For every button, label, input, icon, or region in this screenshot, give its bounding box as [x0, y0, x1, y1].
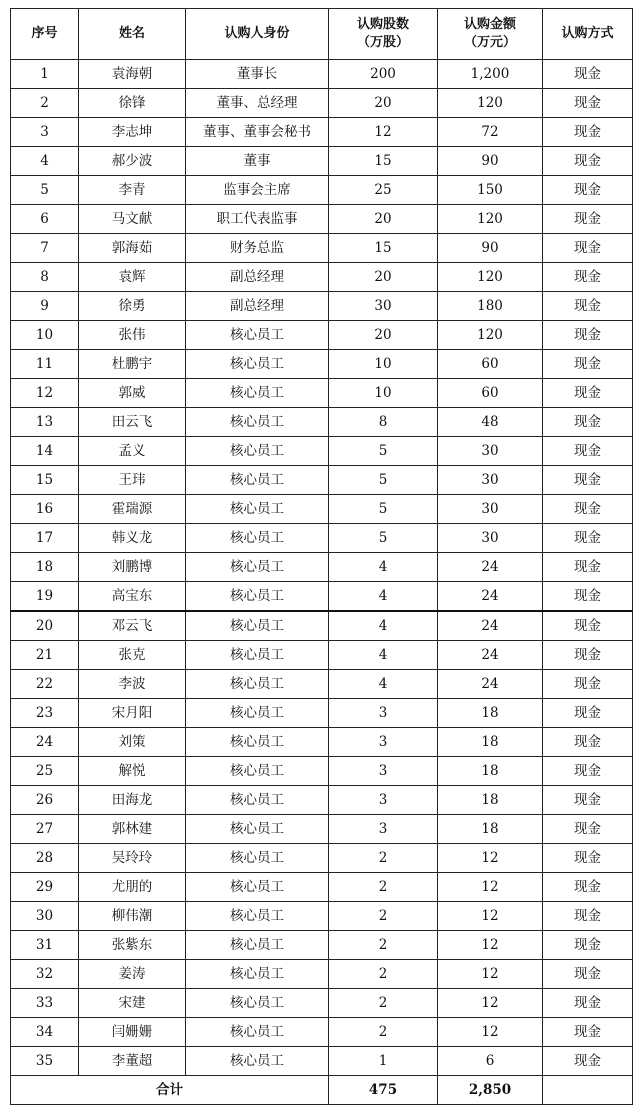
cell-shares: 20: [329, 321, 438, 350]
cell-no: 34: [11, 1018, 79, 1047]
cell-no: 19: [11, 582, 79, 612]
table-row: [11, 641, 633, 670]
cell-shares: 1: [329, 1047, 438, 1076]
cell-amount: 1,200: [438, 60, 543, 89]
cell-method: 现金: [543, 234, 633, 263]
table-row: [11, 292, 633, 321]
cell-identity: 核心员工: [186, 611, 329, 641]
cell-shares: 30: [329, 292, 438, 321]
cell-method: 现金: [543, 524, 633, 553]
cell-no: 32: [11, 960, 79, 989]
cell-method: 现金: [543, 960, 633, 989]
cell-shares: 20: [329, 205, 438, 234]
cell-no: 4: [11, 147, 79, 176]
cell-no: 9: [11, 292, 79, 321]
cell-amount: 18: [438, 786, 543, 815]
cell-shares: 4: [329, 582, 438, 612]
cell-method: 现金: [543, 582, 633, 612]
cell-shares: 5: [329, 466, 438, 495]
cell-name: 李董超: [79, 1047, 186, 1076]
cell-method: 现金: [543, 118, 633, 147]
cell-method: 现金: [543, 931, 633, 960]
header-no: 序号: [11, 9, 79, 60]
cell-identity: 核心员工: [186, 582, 329, 612]
cell-shares: 2: [329, 844, 438, 873]
cell-name: 张紫东: [79, 931, 186, 960]
cell-identity: 核心员工: [186, 699, 329, 728]
cell-amount: 120: [438, 89, 543, 118]
cell-method: 现金: [543, 437, 633, 466]
cell-no: 2: [11, 89, 79, 118]
subscription-table: [10, 8, 633, 1105]
table-row: [11, 902, 633, 931]
cell-shares: 15: [329, 234, 438, 263]
cell-amount: 120: [438, 263, 543, 292]
cell-method: 现金: [543, 379, 633, 408]
cell-method: 现金: [543, 466, 633, 495]
table-row: [11, 176, 633, 205]
table-row: [11, 728, 633, 757]
cell-name: 姜涛: [79, 960, 186, 989]
table-row: [11, 524, 633, 553]
cell-name: 郭威: [79, 379, 186, 408]
cell-shares: 8: [329, 408, 438, 437]
cell-no: 6: [11, 205, 79, 234]
header-row: [11, 9, 633, 60]
cell-amount: 120: [438, 321, 543, 350]
cell-no: 7: [11, 234, 79, 263]
cell-no: 16: [11, 495, 79, 524]
cell-name: 李青: [79, 176, 186, 205]
cell-shares: 4: [329, 553, 438, 582]
cell-name: 徐勇: [79, 292, 186, 321]
cell-amount: 18: [438, 757, 543, 786]
cell-no: 23: [11, 699, 79, 728]
cell-amount: 90: [438, 234, 543, 263]
cell-name: 高宝东: [79, 582, 186, 612]
cell-shares: 4: [329, 641, 438, 670]
table-row: [11, 234, 633, 263]
cell-method: 现金: [543, 263, 633, 292]
cell-amount: 48: [438, 408, 543, 437]
cell-method: 现金: [543, 844, 633, 873]
cell-amount: 180: [438, 292, 543, 321]
cell-shares: 4: [329, 611, 438, 641]
cell-method: 现金: [543, 321, 633, 350]
cell-identity: 核心员工: [186, 437, 329, 466]
cell-method: 现金: [543, 641, 633, 670]
cell-identity: 核心员工: [186, 408, 329, 437]
cell-name: 王玮: [79, 466, 186, 495]
cell-shares: 4: [329, 670, 438, 699]
cell-name: 刘策: [79, 728, 186, 757]
cell-amount: 30: [438, 437, 543, 466]
cell-no: 11: [11, 350, 79, 379]
cell-no: 1: [11, 60, 79, 89]
cell-identity: 核心员工: [186, 466, 329, 495]
cell-name: 吴玲玲: [79, 844, 186, 873]
cell-amount: 72: [438, 118, 543, 147]
table-row: [11, 989, 633, 1018]
cell-shares: 2: [329, 960, 438, 989]
table-row: [11, 205, 633, 234]
table-row: [11, 60, 633, 89]
cell-name: 郭林建: [79, 815, 186, 844]
cell-method: 现金: [543, 1018, 633, 1047]
cell-no: 29: [11, 873, 79, 902]
header-name: 姓名: [79, 9, 186, 60]
cell-no: 15: [11, 466, 79, 495]
cell-name: 解悦: [79, 757, 186, 786]
cell-amount: 150: [438, 176, 543, 205]
cell-name: 柳伟潮: [79, 902, 186, 931]
table-row: [11, 699, 633, 728]
table-body: [11, 60, 633, 1076]
cell-identity: 核心员工: [186, 641, 329, 670]
cell-amount: 12: [438, 989, 543, 1018]
cell-identity: 核心员工: [186, 379, 329, 408]
cell-name: 张克: [79, 641, 186, 670]
cell-method: 现金: [543, 611, 633, 641]
cell-amount: 60: [438, 350, 543, 379]
cell-no: 13: [11, 408, 79, 437]
table-row: [11, 844, 633, 873]
cell-method: 现金: [543, 292, 633, 321]
cell-no: 5: [11, 176, 79, 205]
cell-amount: 12: [438, 844, 543, 873]
cell-name: 田云飞: [79, 408, 186, 437]
cell-amount: 18: [438, 699, 543, 728]
cell-identity: 核心员工: [186, 1018, 329, 1047]
cell-shares: 2: [329, 1018, 438, 1047]
cell-no: 28: [11, 844, 79, 873]
table-footer: [11, 1076, 633, 1105]
cell-no: 25: [11, 757, 79, 786]
cell-method: 现金: [543, 408, 633, 437]
cell-shares: 2: [329, 902, 438, 931]
cell-identity: 核心员工: [186, 670, 329, 699]
cell-identity: 董事长: [186, 60, 329, 89]
table-row: [11, 350, 633, 379]
table-row: [11, 757, 633, 786]
table-row: [11, 873, 633, 902]
table-row: [11, 815, 633, 844]
header-identity: 认购人身份: [186, 9, 329, 60]
cell-shares: 15: [329, 147, 438, 176]
cell-name: 张伟: [79, 321, 186, 350]
cell-name: 韩义龙: [79, 524, 186, 553]
cell-method: 现金: [543, 553, 633, 582]
cell-no: 30: [11, 902, 79, 931]
cell-identity: 监事会主席: [186, 176, 329, 205]
cell-amount: 24: [438, 553, 543, 582]
cell-method: 现金: [543, 205, 633, 234]
cell-amount: 12: [438, 902, 543, 931]
cell-method: 现金: [543, 728, 633, 757]
table-header: [11, 9, 633, 60]
cell-identity: 核心员工: [186, 728, 329, 757]
cell-name: 袁辉: [79, 263, 186, 292]
header-amount-line1: 认购金额: [463, 17, 516, 32]
cell-no: 31: [11, 931, 79, 960]
cell-name: 李波: [79, 670, 186, 699]
cell-no: 24: [11, 728, 79, 757]
cell-method: 现金: [543, 873, 633, 902]
table-row: [11, 147, 633, 176]
cell-shares: 200: [329, 60, 438, 89]
cell-no: 14: [11, 437, 79, 466]
cell-amount: 18: [438, 815, 543, 844]
cell-identity: 董事、董事会秘书: [186, 118, 329, 147]
cell-identity: 核心员工: [186, 844, 329, 873]
cell-name: 杜鹏宇: [79, 350, 186, 379]
cell-method: 现金: [543, 176, 633, 205]
cell-shares: 10: [329, 379, 438, 408]
cell-amount: 12: [438, 931, 543, 960]
cell-no: 33: [11, 989, 79, 1018]
cell-amount: 60: [438, 379, 543, 408]
cell-method: 现金: [543, 902, 633, 931]
table-row: [11, 931, 633, 960]
cell-amount: 12: [438, 960, 543, 989]
cell-identity: 核心员工: [186, 757, 329, 786]
cell-shares: 2: [329, 989, 438, 1018]
table-row: [11, 89, 633, 118]
total-amount: 2,850: [438, 1076, 543, 1105]
table-row: [11, 611, 633, 641]
header-shares-line1: 认购股数: [356, 17, 409, 32]
cell-method: 现金: [543, 89, 633, 118]
table-row: [11, 495, 633, 524]
cell-amount: 24: [438, 641, 543, 670]
table-row: [11, 379, 633, 408]
cell-identity: 核心员工: [186, 931, 329, 960]
cell-no: 17: [11, 524, 79, 553]
header-amount: [438, 9, 543, 60]
cell-amount: 6: [438, 1047, 543, 1076]
cell-name: 郭海茹: [79, 234, 186, 263]
cell-name: 邓云飞: [79, 611, 186, 641]
table-row: [11, 1047, 633, 1076]
total-label: 合计: [11, 1076, 329, 1105]
table-row: [11, 670, 633, 699]
cell-amount: 120: [438, 205, 543, 234]
cell-identity: 核心员工: [186, 350, 329, 379]
cell-name: 郝少波: [79, 147, 186, 176]
cell-no: 22: [11, 670, 79, 699]
header-amount-line2: （万元）: [463, 35, 516, 50]
cell-method: 现金: [543, 147, 633, 176]
cell-method: 现金: [543, 670, 633, 699]
cell-identity: 核心员工: [186, 873, 329, 902]
cell-amount: 24: [438, 611, 543, 641]
cell-no: 26: [11, 786, 79, 815]
cell-identity: 核心员工: [186, 786, 329, 815]
cell-method: 现金: [543, 699, 633, 728]
cell-no: 20: [11, 611, 79, 641]
cell-name: 霍瑞源: [79, 495, 186, 524]
cell-name: 刘鹏博: [79, 553, 186, 582]
cell-no: 27: [11, 815, 79, 844]
cell-amount: 30: [438, 495, 543, 524]
cell-amount: 90: [438, 147, 543, 176]
cell-method: 现金: [543, 1047, 633, 1076]
cell-no: 21: [11, 641, 79, 670]
cell-method: 现金: [543, 495, 633, 524]
cell-shares: 3: [329, 728, 438, 757]
cell-name: 宋建: [79, 989, 186, 1018]
cell-identity: 董事、总经理: [186, 89, 329, 118]
cell-method: 现金: [543, 815, 633, 844]
cell-amount: 30: [438, 524, 543, 553]
cell-name: 尤朋的: [79, 873, 186, 902]
total-row: [11, 1076, 633, 1105]
cell-identity: 职工代表监事: [186, 205, 329, 234]
table-row: [11, 553, 633, 582]
cell-no: 35: [11, 1047, 79, 1076]
cell-method: 现金: [543, 989, 633, 1018]
table-row: [11, 1018, 633, 1047]
cell-amount: 12: [438, 873, 543, 902]
cell-name: 李志坤: [79, 118, 186, 147]
cell-method: 现金: [543, 350, 633, 379]
table-row: [11, 408, 633, 437]
table-row: [11, 786, 633, 815]
cell-identity: 核心员工: [186, 1047, 329, 1076]
cell-identity: 副总经理: [186, 263, 329, 292]
table-row: [11, 321, 633, 350]
cell-name: 孟义: [79, 437, 186, 466]
cell-shares: 2: [329, 873, 438, 902]
cell-identity: 核心员工: [186, 524, 329, 553]
header-shares-line2: （万股）: [356, 35, 409, 50]
cell-shares: 2: [329, 931, 438, 960]
cell-name: 徐锋: [79, 89, 186, 118]
cell-identity: 核心员工: [186, 902, 329, 931]
total-shares: 475: [329, 1076, 438, 1105]
cell-identity: 副总经理: [186, 292, 329, 321]
cell-name: 袁海朝: [79, 60, 186, 89]
cell-identity: 核心员工: [186, 553, 329, 582]
cell-name: 田海龙: [79, 786, 186, 815]
header-method: 认购方式: [543, 9, 633, 60]
cell-shares: 25: [329, 176, 438, 205]
cell-amount: 12: [438, 1018, 543, 1047]
cell-shares: 3: [329, 786, 438, 815]
cell-identity: 核心员工: [186, 989, 329, 1018]
cell-shares: 10: [329, 350, 438, 379]
cell-shares: 3: [329, 757, 438, 786]
table-row: [11, 437, 633, 466]
cell-amount: 24: [438, 670, 543, 699]
cell-shares: 3: [329, 699, 438, 728]
cell-identity: 核心员工: [186, 495, 329, 524]
cell-identity: 核心员工: [186, 321, 329, 350]
cell-no: 3: [11, 118, 79, 147]
cell-method: 现金: [543, 60, 633, 89]
total-method-empty: [543, 1076, 633, 1105]
cell-shares: 12: [329, 118, 438, 147]
cell-shares: 3: [329, 815, 438, 844]
cell-shares: 5: [329, 495, 438, 524]
cell-shares: 20: [329, 89, 438, 118]
cell-no: 10: [11, 321, 79, 350]
cell-amount: 30: [438, 466, 543, 495]
cell-method: 现金: [543, 757, 633, 786]
cell-shares: 20: [329, 263, 438, 292]
header-shares: [329, 9, 438, 60]
cell-no: 18: [11, 553, 79, 582]
table-row: [11, 582, 633, 612]
cell-identity: 财务总监: [186, 234, 329, 263]
cell-name: 宋月阳: [79, 699, 186, 728]
cell-shares: 5: [329, 437, 438, 466]
cell-no: 8: [11, 263, 79, 292]
cell-name: 马文献: [79, 205, 186, 234]
table-row: [11, 960, 633, 989]
table-row: [11, 118, 633, 147]
table-row: [11, 466, 633, 495]
cell-shares: 5: [329, 524, 438, 553]
cell-amount: 18: [438, 728, 543, 757]
cell-method: 现金: [543, 786, 633, 815]
table-row: [11, 263, 633, 292]
cell-identity: 董事: [186, 147, 329, 176]
cell-no: 12: [11, 379, 79, 408]
cell-identity: 核心员工: [186, 960, 329, 989]
cell-name: 闫姗姗: [79, 1018, 186, 1047]
cell-amount: 24: [438, 582, 543, 612]
cell-identity: 核心员工: [186, 815, 329, 844]
